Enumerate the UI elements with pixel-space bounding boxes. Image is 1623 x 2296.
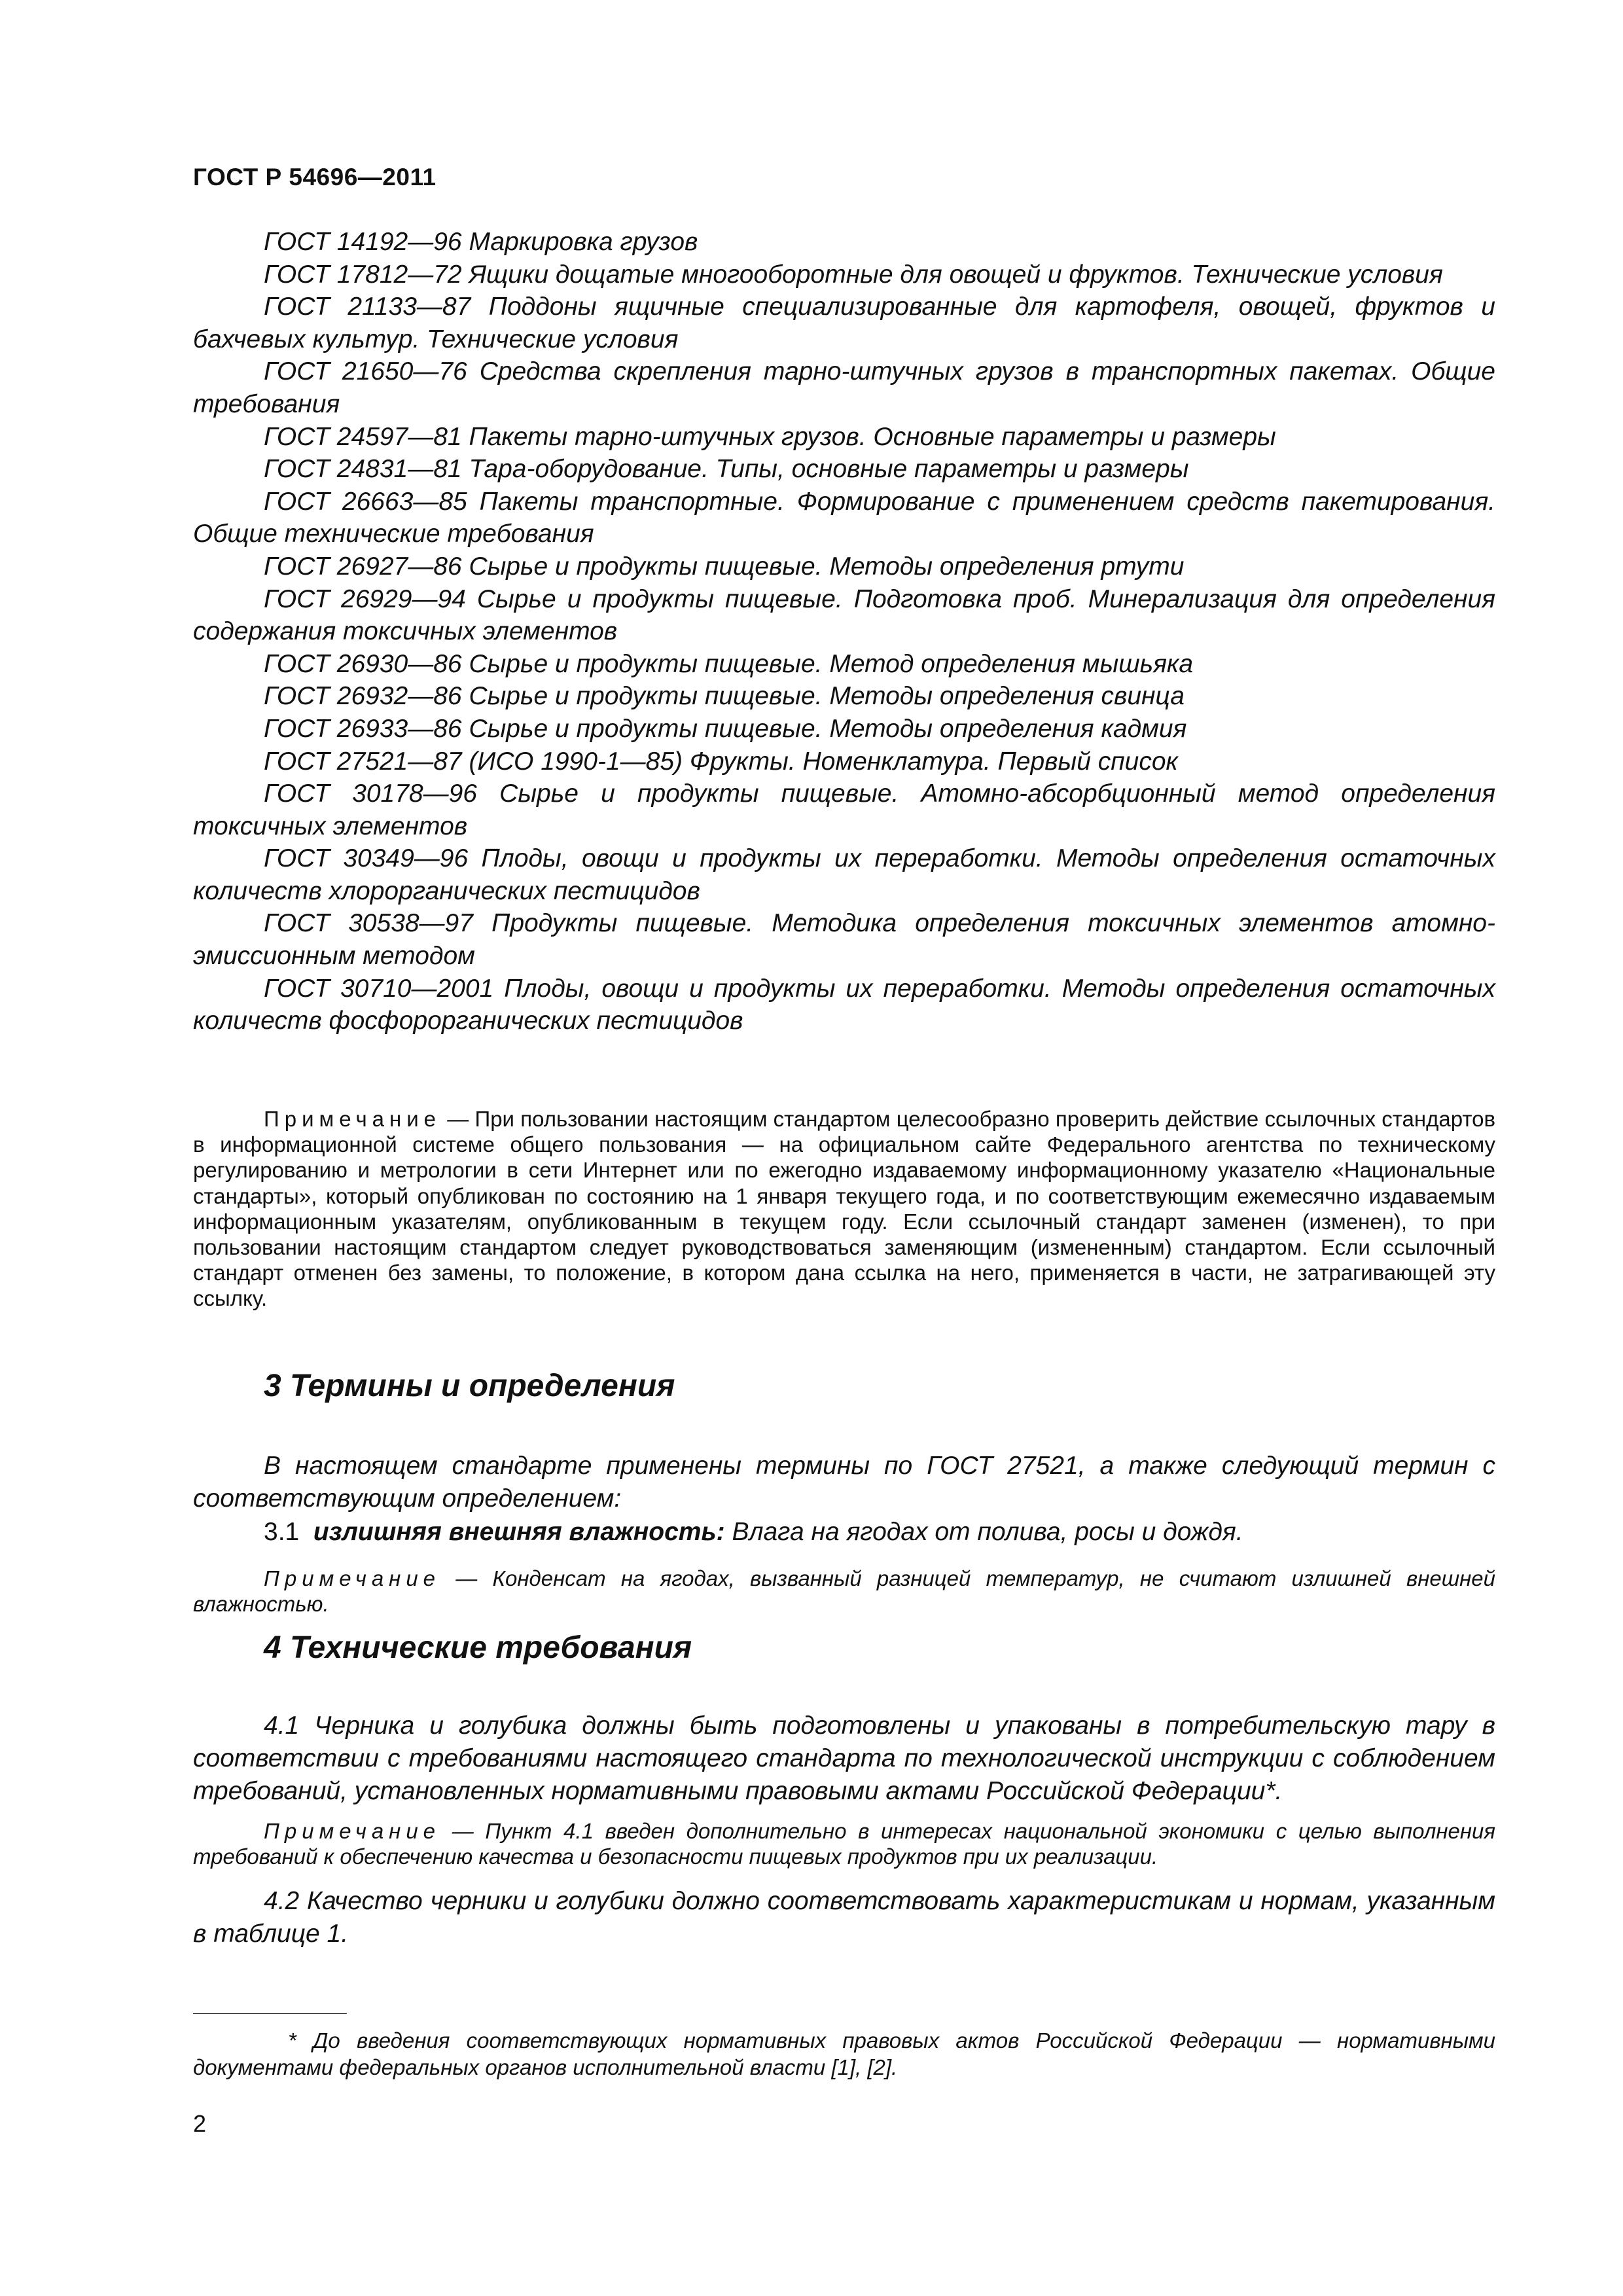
reference-item: ГОСТ 26929—94 Сырье и продукты пищевые. Подготовка проб. Минерализация для определения содержания токсичных элементов (193, 584, 1495, 646)
page-number: 2 (193, 2110, 207, 2137)
reference-item: ГОСТ 26932—86 Сырье и продукты пищевые. Методы определения свинца (264, 682, 1185, 711)
reference-item: ГОСТ 30710—2001 Плоды, овощи и продукты их переработки. Методы определения остаточных количеств фосфорорганических пестицидов (193, 974, 1495, 1035)
document-header: ГОСТ Р 54696—2011 (193, 164, 437, 190)
reference-item: ГОСТ 27521—87 (ИСО 1990-1—85) Фрукты. Номенклатура. Первый список (264, 747, 1178, 776)
note-label: Примечание (264, 1107, 442, 1131)
footnote-separator (193, 2013, 347, 2014)
section-3-body (193, 1450, 1495, 1617)
reference-item: ГОСТ 30538—97 Продукты пищевые. Методика определения токсичных элементов атомно-эмиссионным методом (193, 909, 1495, 971)
term-entry (193, 1516, 1495, 1549)
section-4-body (193, 1710, 1495, 1950)
reference-item: ГОСТ 24831—81 Тара-оборудование. Типы, основные параметры и размеры (264, 455, 1189, 484)
term-name: излишняя внешняя влажность: (313, 1518, 725, 1546)
reference-item: ГОСТ 26930—86 Сырье и продукты пищевые. Метод определения мышьяка (264, 649, 1194, 678)
reference-list (193, 226, 1495, 1037)
section-4-heading: 4 Технические требования (264, 1630, 692, 1665)
clause-4-2: 4.2 Качество черники и голубики должно соответствовать характеристикам и нормам, указанным в таблице 1. (193, 1887, 1495, 1948)
reference-item: ГОСТ 21133—87 Поддоны ящичные специализированные для картофеля, овощей, фруктов и бахчевых культур. Технические условия (193, 293, 1495, 353)
term-definition: Влага на ягодах от полива, росы и дождя. (724, 1518, 1243, 1546)
note-text: — Конденсат на ягодах, вызванный разницей температур, не считают излишней внешней влажностью. (193, 1566, 1495, 1617)
reference-item: ГОСТ 21650—76 Средства скрепления тарно-штучных грузов в транспортных пакетах. Общие требования (193, 357, 1495, 418)
section-3-heading: 3 Термины и определения (264, 1369, 675, 1403)
reference-item: ГОСТ 17812—72 Ящики дощатые многооборотные для овощей и фруктов. Технические условия (264, 260, 1443, 289)
references-note (193, 1106, 1495, 1312)
reference-item: ГОСТ 26933—86 Сырье и продукты пищевые. Методы определения кадмия (264, 714, 1187, 743)
clause-4-1: 4.1 Черника и голубика должны быть подготовлены и упакованы в потребительскую тару в соответствии с требованиями настоящего стандарта по технологической инструкции с соблюдением требований, установленных нормативными правовыми актами Российской Федерации*. (193, 1712, 1495, 1805)
reference-item: ГОСТ 24597—81 Пакеты тарно-штучных грузов. Основные параметры и размеры (264, 422, 1276, 451)
footnote-block (193, 2027, 1495, 2081)
note-label: Примечание (264, 1566, 441, 1590)
note-text: — При пользовании настоящим стандартом целесообразно проверить действие ссылочных стандартов в информационной системе общего пользования — на официальном сайте Федерального агентства по техническому регулированию и метрологии в сети Интернет или по ежегодно издаваемому информационному указателю «Национальные стандарты», который опубликован по состоянию на 1 января текущего года, и по соответствующим ежемесячно издаваемым информационным указателям, опубликованным в текущем году. Если ссылочный стандарт заменен (изменен), то при пользовании настоящим стандартом следует руководствоваться заменяющим (измененным) стандартом. Если ссылочный стандарт отменен без замены, то положение, в котором дана ссылка на него, применяется в части, не затрагивающей эту ссылку. (193, 1107, 1495, 1311)
reference-item: ГОСТ 14192—96 Маркировка грузов (264, 228, 698, 256)
term-number: 3.1 (264, 1518, 300, 1546)
reference-item: ГОСТ 26927—86 Сырье и продукты пищевые. Методы определения ртути (264, 552, 1185, 581)
note-label: Примечание (264, 1819, 441, 1843)
clause-4-1-note (193, 1818, 1495, 1869)
note-text: — Пункт 4.1 введен дополнительно в интересах национальной экономики с целью выполнения требований к обеспечению качества и безопасности пищевых продуктов при их реализации. (193, 1819, 1495, 1869)
term-note (193, 1566, 1495, 1617)
footnote: * До введения соответствующих нормативных правовых актов Российской Федерации — нормативными документами федеральных органов исполнительной власти [1], [2]. (193, 2028, 1495, 2079)
reference-item: ГОСТ 26663—85 Пакеты транспортные. Формирование с применением средств пакетирования. Общие технические требования (193, 487, 1495, 548)
reference-item: ГОСТ 30349—96 Плоды, овощи и продукты их переработки. Методы определения остаточных количеств хлорорганических пестицидов (193, 844, 1495, 905)
reference-item: ГОСТ 30178—96 Сырье и продукты пищевые. Атомно-абсорбционный метод определения токсичных элементов (193, 780, 1495, 840)
section-3-intro: В настоящем стандарте применены термины по ГОСТ 27521, а также следующий термин с соответствующим определением: (193, 1452, 1495, 1513)
